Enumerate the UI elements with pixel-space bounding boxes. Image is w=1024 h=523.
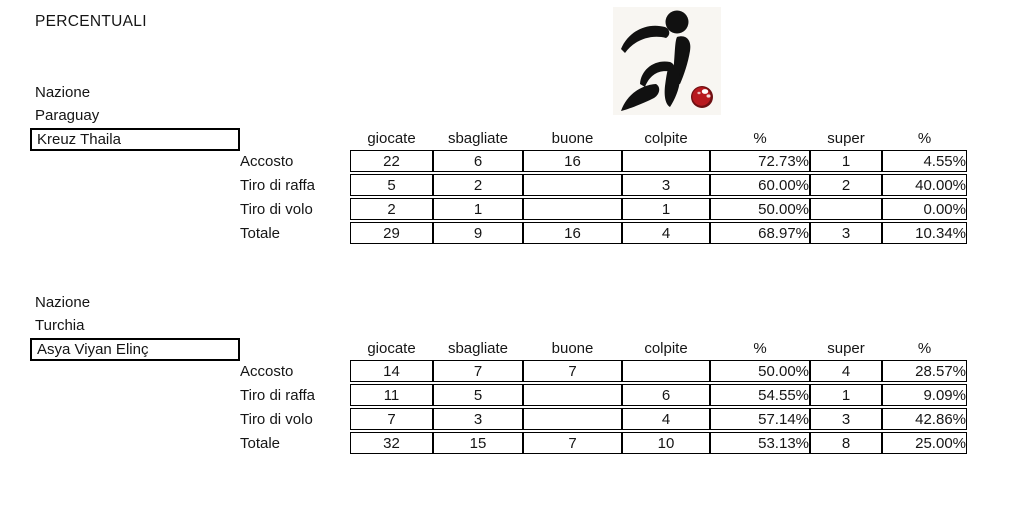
stat-cell-percent: 28.57% <box>882 360 967 382</box>
page-title: PERCENTUALI <box>35 13 147 30</box>
player-name-field[interactable] <box>30 128 240 151</box>
country-name: Turchia <box>35 317 85 334</box>
stat-cell-percent: 72.73% <box>710 150 810 172</box>
col-header-giocate: giocate <box>367 129 416 147</box>
stat-cell-percent: 42.86% <box>882 408 967 430</box>
row-label: Accosto <box>240 362 294 380</box>
stat-cell: 16 <box>523 222 622 244</box>
stat-cell: 4 <box>622 408 710 430</box>
corner-spacer <box>240 338 350 358</box>
col-header-buone: buone <box>551 339 594 357</box>
stat-cell: 1 <box>622 198 710 220</box>
stat-cell-percent: 4.55% <box>882 150 967 172</box>
stat-cell-percent: 50.00% <box>710 198 810 220</box>
row-label: Tiro di volo <box>240 200 313 218</box>
col-header-sbagliate: sbagliate <box>447 129 509 147</box>
stat-cell: 1 <box>810 150 882 172</box>
bocce-ball-icon <box>691 86 713 108</box>
col-header-colpite: colpite <box>644 339 688 357</box>
col-header-giocate: giocate <box>367 339 416 357</box>
country-name: Paraguay <box>35 107 100 124</box>
row-label: Accosto <box>240 152 294 170</box>
stat-cell: 14 <box>350 360 433 382</box>
stat-cell-percent: 53.13% <box>710 432 810 454</box>
row-label: Tiro di volo <box>240 410 313 428</box>
stat-cell-percent: 9.09% <box>882 384 967 406</box>
stat-cell-percent: 40.00% <box>882 174 967 196</box>
stat-cell: 22 <box>350 150 433 172</box>
table-row <box>240 360 967 382</box>
stat-cell: 15 <box>433 432 523 454</box>
player-name-field[interactable] <box>30 338 240 361</box>
stat-cell-percent: 50.00% <box>710 360 810 382</box>
stat-cell: 5 <box>350 174 433 196</box>
stat-cell: 7 <box>433 360 523 382</box>
stat-cell: 6 <box>433 150 523 172</box>
col-header-percent: % <box>753 129 767 147</box>
stat-cell: 4 <box>622 222 710 244</box>
col-header-percent2: % <box>917 339 932 357</box>
table-row <box>240 384 967 406</box>
stat-cell: 1 <box>433 198 523 220</box>
stat-cell: 4 <box>810 360 882 382</box>
nazione-label: Nazione <box>35 84 91 101</box>
row-label: Tiro di raffa <box>240 176 316 194</box>
stat-cell: 3 <box>810 408 882 430</box>
stat-cell <box>523 384 622 406</box>
table-row <box>240 150 967 172</box>
col-header-colpite: colpite <box>644 129 688 147</box>
stat-cell: 8 <box>810 432 882 454</box>
corner-spacer <box>240 128 350 148</box>
stat-cell: 3 <box>433 408 523 430</box>
stat-cell-percent: 57.14% <box>710 408 810 430</box>
stat-cell: 7 <box>350 408 433 430</box>
stat-cell <box>810 198 882 220</box>
stat-cell-percent: 25.00% <box>882 432 967 454</box>
nazione-label: Nazione <box>35 294 91 311</box>
stat-cell: 3 <box>810 222 882 244</box>
row-label: Totale <box>240 434 281 452</box>
col-header-buone: buone <box>551 129 594 147</box>
stats-table-1 <box>240 126 967 246</box>
stats-table-2 <box>240 336 967 456</box>
stat-cell <box>523 174 622 196</box>
col-header-super: super <box>827 129 865 147</box>
stat-cell: 3 <box>622 174 710 196</box>
stat-cell <box>622 360 710 382</box>
stat-cell-percent: 54.55% <box>710 384 810 406</box>
stat-cell: 1 <box>810 384 882 406</box>
col-header-super: super <box>827 339 865 357</box>
stat-cell: 7 <box>523 432 622 454</box>
stat-cell-percent: 68.97% <box>710 222 810 244</box>
bocce-player-icon <box>613 7 721 115</box>
table-header-row <box>240 128 967 148</box>
stat-cell: 6 <box>622 384 710 406</box>
table-row <box>240 408 967 430</box>
stat-cell: 16 <box>523 150 622 172</box>
stat-cell-percent: 0.00% <box>882 198 967 220</box>
row-label: Tiro di raffa <box>240 386 316 404</box>
stat-cell <box>523 198 622 220</box>
stat-cell: 9 <box>433 222 523 244</box>
player-name: Kreuz Thaila <box>37 131 121 148</box>
stat-cell: 29 <box>350 222 433 244</box>
table-row-total <box>240 222 967 244</box>
stat-cell: 2 <box>810 174 882 196</box>
row-label: Totale <box>240 224 281 242</box>
col-header-sbagliate: sbagliate <box>447 339 509 357</box>
stat-cell-percent: 10.34% <box>882 222 967 244</box>
stat-cell-percent: 60.00% <box>710 174 810 196</box>
table-row <box>240 174 967 196</box>
stat-cell: 32 <box>350 432 433 454</box>
col-header-percent: % <box>753 339 767 357</box>
player-name: Asya Viyan Elinç <box>37 341 149 358</box>
stat-cell: 5 <box>433 384 523 406</box>
stat-cell <box>523 408 622 430</box>
table-row <box>240 198 967 220</box>
table-row-total <box>240 432 967 454</box>
stat-cell: 7 <box>523 360 622 382</box>
stat-cell: 2 <box>350 198 433 220</box>
table-header-row <box>240 338 967 358</box>
stat-cell: 11 <box>350 384 433 406</box>
stat-cell: 2 <box>433 174 523 196</box>
col-header-percent2: % <box>917 129 932 147</box>
stat-cell <box>622 150 710 172</box>
stat-cell: 10 <box>622 432 710 454</box>
